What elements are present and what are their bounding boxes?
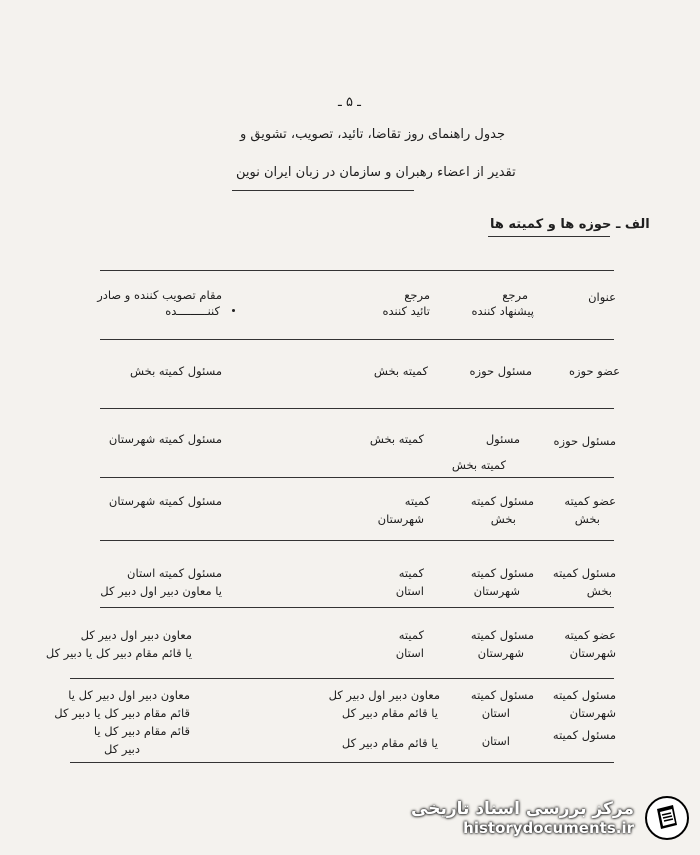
header-confirmer-1: مرجع (404, 288, 430, 302)
table-row-6-confirmer-3: یا قائم مقام دبیر کل (341, 736, 438, 750)
table-rule-row1 (100, 408, 614, 409)
table-row-1-approver: مسئول کمیته بخش (129, 364, 222, 378)
table-row-4-approver-1: مسئول کمیته استان (127, 566, 222, 580)
table-rule-header-bottom (100, 339, 614, 340)
table-row-3-subject-2: بخش (574, 512, 600, 526)
table-row-4-requester-1: مسئول کمیته (470, 566, 534, 580)
table-row-2-approver: مسئول کمیته شهرستان (108, 432, 222, 446)
header-approver-2: کننـــــــــده (165, 304, 220, 318)
table-row-6-confirmer-1: معاون دبیر اول دبیر کل (328, 688, 440, 702)
table-row-4-requester-2: شهرستان (473, 584, 520, 598)
watermark-title: مرکز بررسی اسناد تاریخی (411, 799, 634, 819)
table-rule-row4 (100, 607, 614, 608)
table-row-6-subject-2: شهرستان (569, 706, 616, 720)
table-row-6-requester-2: استان (481, 706, 510, 720)
table-row-2-requester-2: کمیته بخش (451, 458, 506, 472)
table-row-3-approver: مسئول کمیته شهرستان (108, 494, 222, 508)
table-row-4-approver-2: یا معاون دبیر اول دبیر کل (100, 584, 222, 598)
header-confirmer-2: تائید کننده (382, 304, 430, 318)
section-heading: الف ـ حوزه ها و کمیته ها (490, 217, 650, 232)
section-underline (488, 236, 610, 237)
table-row-6-subject-3: مسئول کمیته (552, 728, 616, 742)
table-row-4-subject-2: بخش (586, 584, 612, 598)
table-row-6-approver-2: قائم مقام دبیر کل یا دبیر کل (54, 706, 190, 720)
watermark-url: historydocuments.ir (463, 819, 634, 837)
table-row-5-subject-2: شهرستان (569, 646, 616, 660)
table-row-6-approver-4: دبیر کل (104, 742, 140, 756)
table-row-3-confirmer-2: شهرستان (377, 512, 424, 526)
table-row-5-subject-1: عضو کمیته (564, 628, 616, 642)
table-row-6-approver-3: قائم مقام دبیر کل یا (93, 724, 190, 738)
header-requester-1: مرجع (502, 288, 528, 302)
table-row-1-requester: مسئول حوزه (469, 364, 532, 378)
table-row-5-requester-2: شهرستان (477, 646, 524, 660)
table-rule-row5 (70, 678, 614, 679)
table-row-5-requester-1: مسئول کمیته (470, 628, 534, 642)
header-requester-2: پیشنهاد کننده (471, 304, 534, 318)
table-rule-bottom (70, 762, 614, 763)
table-row-1-confirmer: کمیته بخش (373, 364, 428, 378)
table-row-6-approver-1: معاون دبیر اول دبیر کل یا (68, 688, 190, 702)
table-row-5-approver-1: معاون دبیر اول دبیر کل (80, 628, 192, 642)
document-archive-logo-icon (644, 795, 690, 841)
table-row-3-requester-2: بخش (490, 512, 516, 526)
header-approver-1: مقام تصویب کننده و صادر (97, 288, 222, 302)
page-number: ـ ۵ ـ (338, 95, 361, 110)
watermark (410, 790, 690, 846)
document-title-line-2: تقدیر از اعضاء رهبران و سازمان در زبان ایران نوین (236, 165, 516, 180)
table-row-4-confirmer-1: کمیته (398, 566, 424, 580)
table-row-4-confirmer-2: استان (395, 584, 424, 598)
table-row-3-requester-1: مسئول کمیته (470, 494, 534, 508)
table-row-5-confirmer-1: کمیته (398, 628, 424, 642)
table-row-6-subject-1: مسئول کمیته (552, 688, 616, 702)
table-rule-top (100, 270, 614, 271)
table-rule-row3 (100, 540, 614, 541)
table-row-5-confirmer-2: استان (395, 646, 424, 660)
table-row-6-requester-1: مسئول کمیته (470, 688, 534, 702)
table-row-3-confirmer-1: کمیته (404, 494, 430, 508)
table-row-6-confirmer-2: یا قائم مقام دبیر کل (341, 706, 438, 720)
document-title-line-1: جدول راهنمای روز تقاضا، تائید، تصویب، تشویق و (240, 127, 506, 142)
title-underline (232, 190, 414, 191)
header-dot (232, 309, 235, 312)
table-row-2-requester-1: مسئول (485, 432, 520, 446)
table-row-2-subject: مسئول حوزه (553, 434, 616, 448)
table-row-4-subject-1: مسئول کمیته (552, 566, 616, 580)
table-row-6-requester-3: استان (481, 734, 510, 748)
table-rule-row2 (100, 477, 614, 478)
table-row-3-subject-1: عضو کمیته (564, 494, 616, 508)
watermark-text (411, 799, 634, 837)
table-row-5-approver-2: یا قائم مقام دبیر کل یا دبیر کل (45, 646, 192, 660)
table-row-2-confirmer: کمیته بخش (369, 432, 424, 446)
header-subject: عنوان (588, 290, 616, 304)
table-row-1-subject: عضو حوزه (568, 364, 620, 378)
